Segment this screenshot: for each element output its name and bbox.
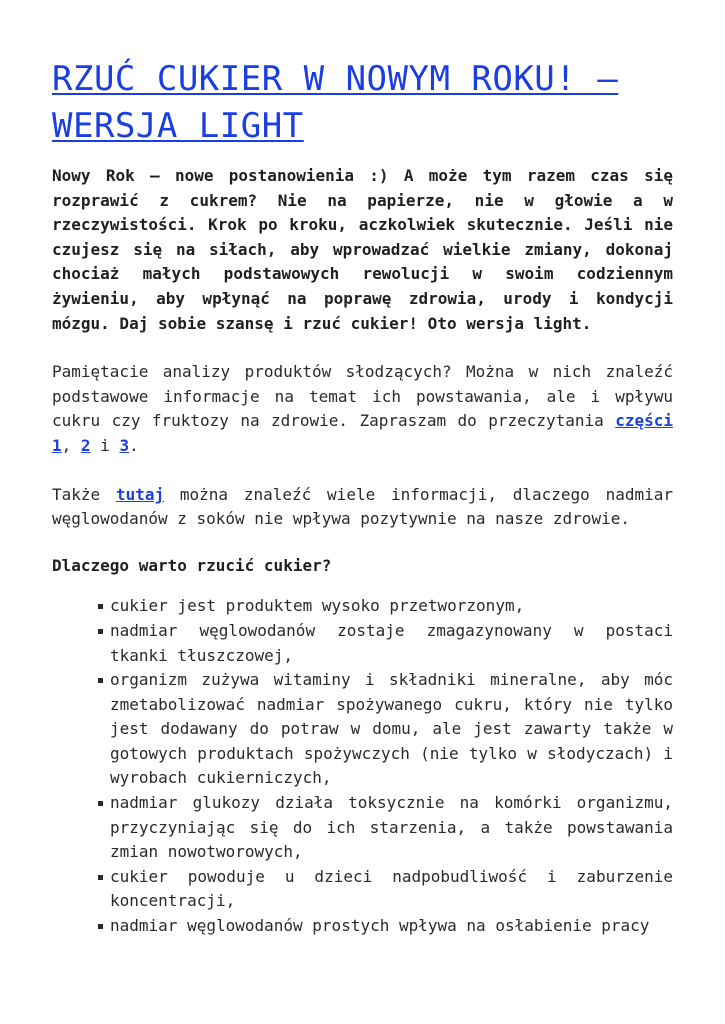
bullet-marker — [98, 678, 103, 683]
list-item — [110, 594, 673, 619]
article-title-link[interactable]: RZUĆ CUKIER W NOWYM ROKU! – WERSJA LIGHT — [52, 59, 619, 146]
list-item — [110, 914, 673, 939]
article-title[interactable] — [52, 56, 673, 150]
link-part-2[interactable]: 2 — [80, 435, 91, 455]
list-item-text: nadmiar węglowodanów prostych wpływa na osłabienie pracy — [110, 916, 650, 936]
bullet-marker — [98, 801, 103, 806]
sentence-end: . — [129, 435, 139, 455]
bullet-marker — [98, 875, 103, 880]
list-item-text: nadmiar węglowodanów zostaje zmagazynowany w postaci tkanki tłuszczowej, — [110, 620, 673, 665]
list-item-text: organizm zużywa witaminy i składniki mineralne, aby móc zmetabolizować nadmiar spożywanego cukru, który nie tylko jest dodawany do potraw w domu, ale jest zawarty także w gotowych produktach spożywczych (nie tylko w słodyczach) i wyrobach cukierniczych, — [110, 670, 673, 788]
link-part-1[interactable]: części 1 — [52, 411, 673, 455]
paragraph-juices-after: można znaleźć wiele informacji, dlaczego nadmiar węglowodanów z soków nie wpływa pozytywnie na nasze zdrowie. — [52, 484, 674, 529]
bullet-marker — [98, 629, 103, 634]
bullet-marker — [98, 924, 103, 929]
list-item — [110, 865, 673, 914]
bullet-marker — [98, 604, 103, 609]
paragraph-sweeteners — [52, 360, 673, 458]
list-item — [110, 668, 673, 791]
link-here[interactable]: tutaj — [115, 484, 165, 504]
link-part-3[interactable]: 3 — [119, 435, 130, 455]
separator: i — [90, 435, 120, 455]
paragraph-juices-before: Także — [52, 484, 116, 504]
article-lead: Nowy Rok – nowe postanowienia :) A może tym razem czas się rozprawić z cukrem? Nie na papierze, nie w głowie a w rzeczywistości. Krok po kroku, aczkolwiek skutecznie. Jeśli nie czujesz się na siłach, aby wprowadzać wielkie zmiany, dokonaj chociaż małych podstawowych rewolucji w swoim codziennym żywieniu, aby wpłynąć na poprawę zdrowia, urody i kondycji mózgu. Daj sobie szansę i rzuć cukier! Oto wersja light. — [52, 166, 673, 333]
article — [52, 0, 673, 939]
list-item-text: nadmiar glukozy działa toksycznie na komórki organizmu, przyczyniając się do ich starzenia, a także powstawania zmian nowotworowych, — [110, 793, 673, 862]
paragraph-sweeteners-text: Pamiętacie analizy produktów słodzących? Można w nich znaleźć podstawowe informacje na temat ich powstawania, ale i wpływu cukru czy fruktozy na zdrowie. Zapraszam do przeczytania — [52, 362, 673, 431]
list-item — [110, 619, 673, 668]
separator: , — [61, 435, 81, 455]
list-item-text: cukier powoduje u dzieci nadpobudliwość i zaburzenie koncentracji, — [110, 866, 673, 911]
list-item — [110, 791, 673, 865]
paragraph-juices — [52, 483, 673, 532]
section-heading: Dlaczego warto rzucić cukier? — [52, 555, 332, 575]
reasons-list — [52, 594, 673, 938]
list-item-text: cukier jest produktem wysoko przetworzonym, — [110, 596, 525, 616]
